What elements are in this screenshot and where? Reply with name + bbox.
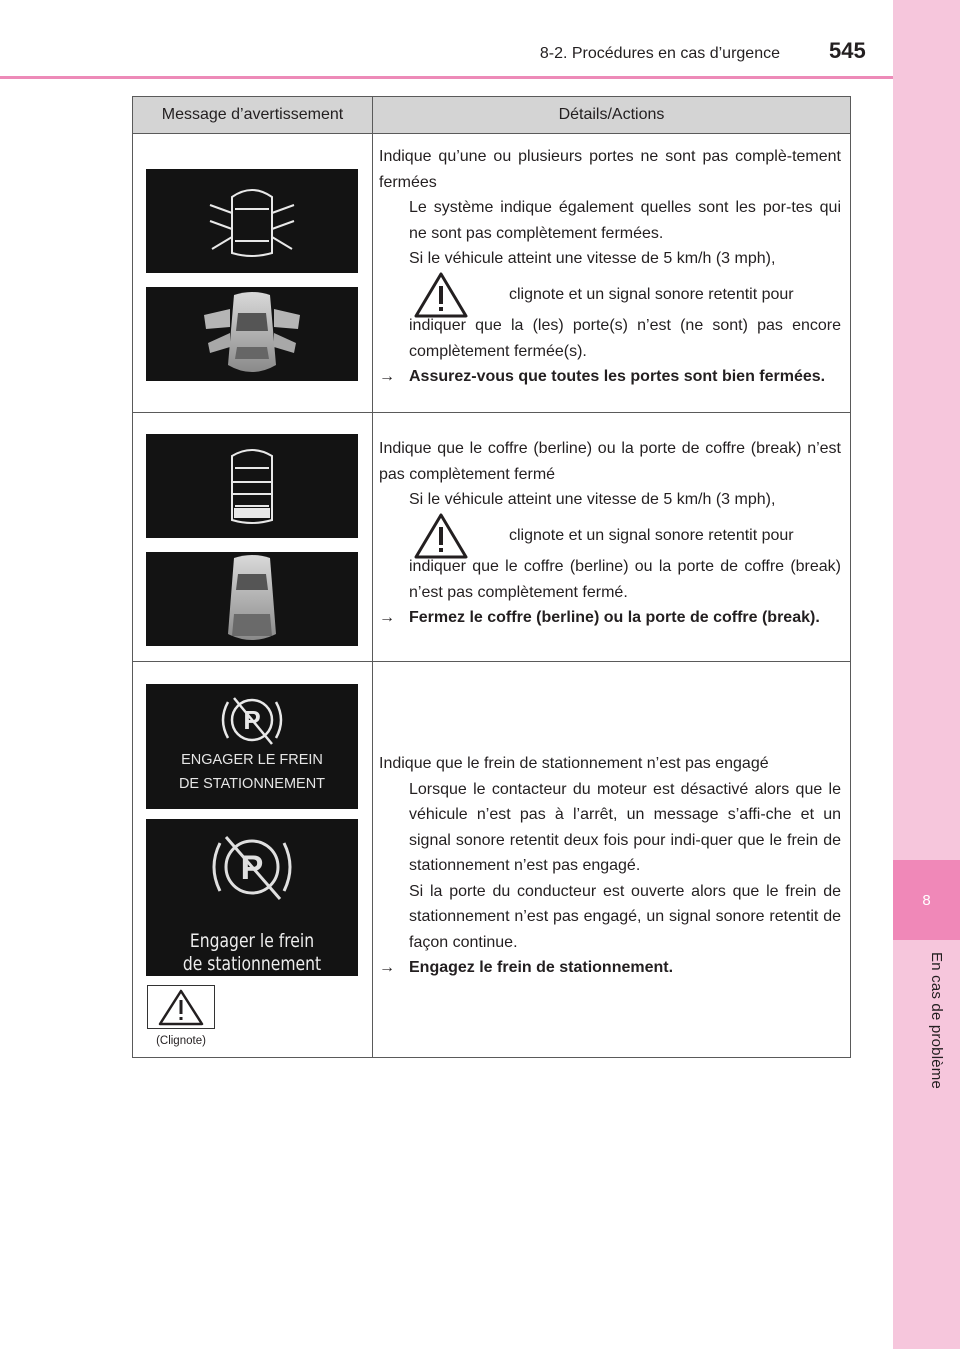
car-trunk-open-display: [146, 552, 358, 646]
arrow-icon: →: [379, 609, 395, 626]
trunk-open-image: [146, 552, 358, 646]
row1-sub1: Le système indique également quelles sont les por-tes qui ne sont pas complètement fermées.: [409, 199, 841, 242]
row2-details: [379, 436, 841, 631]
chapter-number-block: [893, 860, 960, 940]
row3-action-text: Engagez le frein de stationnement.: [409, 959, 674, 976]
row-divider: [133, 412, 850, 413]
parking-brake-icon: [146, 684, 358, 754]
chapter-number: 8: [922, 891, 931, 909]
row1-intro: Indique qu’une ou plusieurs portes ne sont pas complè-tement fermées: [379, 148, 841, 191]
row2-warning-line: [409, 523, 841, 549]
door-open-display: [146, 169, 358, 273]
section-title: 8-2. Procédures en cas d’urgence: [539, 45, 780, 62]
row3-details: [379, 751, 841, 981]
parking-brake-display-1: [146, 684, 358, 809]
panel2-line1: Engager le frein: [189, 930, 315, 952]
flashing-warning-box: [147, 985, 215, 1029]
arrow-icon: →: [379, 959, 395, 976]
row-divider: [133, 661, 850, 662]
warning-triangle-icon: [413, 511, 469, 561]
door-open-icon: [146, 169, 358, 273]
chapter-side-tab: [893, 0, 960, 1349]
arrow-icon: →: [379, 368, 395, 385]
row2-action-text: Fermez le coffre (berline) ou la porte de coffre (break).: [409, 609, 820, 626]
row1-sub3: indiquer que la (les) porte(s) n’est (ne sont) pas encore complètement fermée(s).: [409, 317, 841, 360]
svg-text:P: P: [240, 849, 264, 887]
warning-table: [132, 96, 851, 1058]
row3-action: [379, 955, 841, 981]
svg-text:P: P: [243, 705, 261, 735]
row2-sub3: indiquer que le coffre (berline) ou la porte de coffre (break) n’est pas complètement fermé.: [409, 558, 841, 601]
row3-sub1: Lorsque le contacteur du moteur est désactivé alors que le véhicule n’est pas à l’arrêt, un message s’affi-che et un signal sonore retentit deux fois pour indi-quer que le frein de stationnement n’est pas engagé.: [409, 780, 841, 874]
row1-warn-text: clignote et un signal sonore retentit pour: [509, 285, 794, 303]
car-doors-open-image: [146, 287, 358, 381]
row3-intro: Indique que le frein de stationnement n’est pas engagé: [379, 755, 769, 772]
car-doors-open-display: [146, 287, 358, 381]
row2-action: [379, 605, 841, 631]
parking-brake-display-2: [146, 819, 358, 976]
column-divider: [372, 97, 373, 1057]
panel1-line1: ENGAGER LE FREIN: [181, 752, 323, 768]
row3-sub2: Si la porte du conducteur est ouverte alors que le frein de stationnement n’est pas engagé, un signal sonore retentit de façon continue.: [409, 882, 841, 951]
table-header: [133, 97, 850, 134]
row1-action-text: Assurez-vous que toutes les portes sont bien fermées.: [409, 368, 826, 385]
chapter-title: En cas de problème: [928, 952, 945, 1090]
row1-action: [379, 364, 841, 390]
row1-warning-line: [409, 282, 841, 308]
panel1-line2: DE STATIONNEMENT: [178, 776, 326, 792]
flash-label: (Clignote): [156, 1035, 206, 1047]
row1-sub2: Si le véhicule atteint une vitesse de 5 km/h (3 mph),: [409, 250, 776, 267]
page-number: 545: [829, 38, 866, 63]
warning-triangle-icon: [148, 986, 214, 1028]
trunk-open-display: [146, 434, 358, 538]
header-details-actions: Détails/Actions: [558, 106, 665, 123]
row2-sub2: Si le véhicule atteint une vitesse de 5 km/h (3 mph),: [409, 491, 776, 508]
parking-brake-icon: [146, 819, 358, 915]
row2-intro: Indique que le coffre (berline) ou la porte de coffre (break) n’est pas complètement fermé: [379, 440, 841, 483]
warning-triangle-icon: [413, 270, 469, 320]
row1-details: [379, 144, 841, 390]
trunk-open-icon: [146, 434, 358, 538]
panel2-line2: de stationnement: [182, 953, 322, 975]
row2-warn-text: clignote et un signal sonore retentit pour: [509, 526, 794, 544]
header-rule: [0, 76, 893, 79]
header-warning-message: Message d’avertissement: [161, 106, 344, 123]
